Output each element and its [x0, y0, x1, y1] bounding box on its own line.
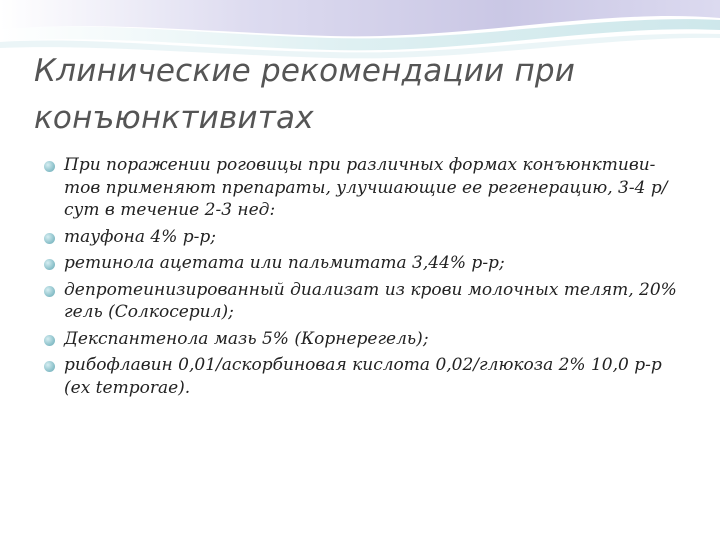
title-line-1: Клинические рекомендации при [34, 53, 576, 89]
bullet-icon [44, 161, 55, 172]
list-item [44, 328, 684, 351]
bullet-icon [44, 286, 55, 297]
bullet-text: ретинола ацетата или пальмитата 3,44% р-р; [64, 253, 505, 273]
bullet-icon [44, 259, 55, 270]
bullet-text: При поражении роговицы при различных формах конъюнктиви-тов применяют препараты, улучшающие ее регенерацию, 3-4 р/сут в течение 2-3 нед: [64, 155, 668, 220]
bullet-icon [44, 233, 55, 244]
list-item [44, 252, 684, 275]
bullet-text: депротеинизированный диализат из крови молочных телят, 20% гель (Солкосерил); [64, 279, 677, 322]
title-line-2: конъюнктивитах [34, 100, 314, 136]
list-item [44, 154, 684, 222]
bullet-text: Декспантенола мазь 5% (Корнерегель); [64, 328, 429, 349]
slide-title [34, 48, 694, 142]
list-item [44, 279, 684, 324]
bullet-text: рибофлавин 0,01/аскорбиновая кислота 0,02/глюкоза 2% 10,0 р-р (ex temporae). [64, 355, 662, 398]
bullet-icon [44, 335, 55, 346]
bullet-icon [44, 361, 55, 372]
bullet-text: тауфона 4% р-р; [64, 226, 217, 247]
list-item [44, 354, 684, 399]
list-item [44, 226, 684, 249]
bullet-list [44, 154, 684, 403]
